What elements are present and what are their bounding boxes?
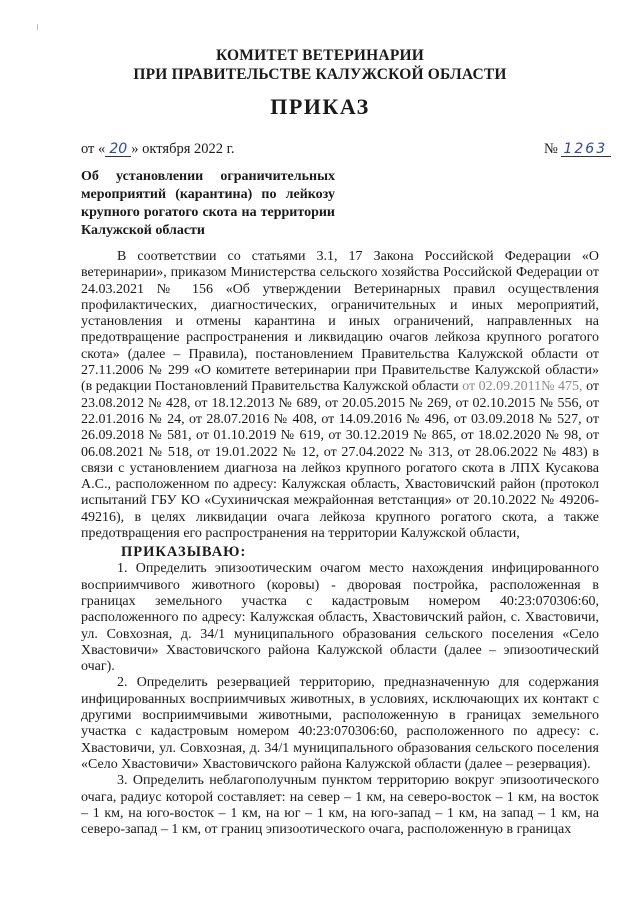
preamble-text-2: от 23.08.2012 № 428, от 18.12.2013 № 689, от 20.05.2015 № 269, от 02.10.2015 № 556, от 22.01.2016 № 24, от 28.07.2016 № 408, от 14.09.2016 № 496, от 03.09.2018 № 527, от 26.09.2018 № 581, от 01.10.2019 № 619, от 30.12.2019 № 865, от 18.02.2020 № 98, от 06.08.2021 № 518, от 19.01.2022 № 12, от 27.04.2022 № 313, от 28.06.2022 № 483) в связи с установлением диагноза на лейкоз крупного рогатого скота в ЛПХ Кусакова А.С., расположенном по адресу: Калужская область, Хвастовичский район (протокол испытаний ГБУ КО «Сухиничская межрайонная ветстанция» от 20.10.2022 № 49206-49216), в целях ликвидации очага лейкоза крупного рогатого скота, а также предотвращения его распространения на территории Калужской области, bbox=[81, 379, 599, 542]
preamble-text-1: В соответствии со статьями 3.1, 17 Закона Российской Федерации «О ветеринарии», приказом Министерства сельского хозяйства Российской Федерации от 24.03.2021 № 156 «Об утверждении Ветеринарных правил осуществления профилактических, диагностических, ограничительных и иных мероприятий, установления и отмены карантина и иных ограничений, направленных на предотвращение распространения и ликвидацию очагов лейкоза крупного рогатого скота» (далее – Правила), постановлением Правительства Калужской области от 27.11.2006 № 299 «О комитете ветеринарии при Правительстве Калужской области» (в редакции Постановлений Правительства Калужской области bbox=[81, 249, 599, 395]
document-type: ПРИКАЗ bbox=[270, 94, 370, 119]
order-item: 2. Определить резервацией территорию, предназначенную для содержания инфицированных восприимчивых животных, в условиях, исключающих их контакт с другими восприимчивыми животными, расположенную в границах земельного участка с кадастровым номером 40:23:070306:60, расположенного по адресу: с. Хвастовичи, ул. Совхозная, д. 34/1 муниципального образования сельского поселения «Село Хвастовичи» Хвастовичского района Калужской области (далее – резервация). bbox=[81, 675, 599, 772]
preamble-faded-text: от 02.09.2011№ 475, bbox=[462, 379, 583, 395]
order-body bbox=[81, 249, 599, 838]
scan-mark bbox=[37, 24, 38, 30]
order-number bbox=[544, 141, 611, 158]
committee-subtitle: ПРИ ПРАВИТЕЛЬСТВЕ КАЛУЖСКОЙ ОБЛАСТИ bbox=[133, 66, 507, 83]
handwritten-number: 1263 bbox=[561, 143, 611, 157]
date-suffix: » октября 2022 г. bbox=[131, 141, 235, 157]
order-directive-word: ПРИКАЗЫВАЮ: bbox=[121, 544, 247, 561]
order-subject: Об установлении ограничительных мероприятий (карантина) по лейкозу крупного рогатого скота на территории Калужской области bbox=[81, 169, 335, 238]
number-prefix: № bbox=[544, 141, 558, 157]
order-item: 1. Определить эпизоотическим очагом место нахождения инфицированного восприимчивого животного (коровы) - дворовая постройка, расположенная в границах земельного участка с кадастровым номером 40:23:070306:60, расположенного по адресу: Калужская область, Хвастовичский район, с. Хвастовичи, ул. Совхозная, д. 34/1 муниципального образования сельского поселения «Село Хвастовичи» Хвастовичского района Калужской области (далее – эпизоотический очаг). bbox=[81, 561, 599, 675]
committee-title: КОМИТЕТ ВЕТЕРИНАРИИ bbox=[216, 47, 424, 64]
date-prefix: от « bbox=[81, 141, 106, 157]
handwritten-day: 20 bbox=[105, 143, 131, 157]
preamble-paragraph bbox=[81, 249, 599, 542]
order-date bbox=[81, 141, 235, 158]
order-item: 3. Определить неблагополучным пунктом территорию вокруг эпизоотического очага, радиус которой составляет: на север – 1 км, на северо-восток – 1 км, на восток – 1 км, на юго-восток – 1 км, на юг – 1 км, на юго-запад – 1 км, на запад – 1 км, на северо-запад – 1 км, от границ эпизоотического очага, расположенную в границах bbox=[81, 773, 599, 838]
